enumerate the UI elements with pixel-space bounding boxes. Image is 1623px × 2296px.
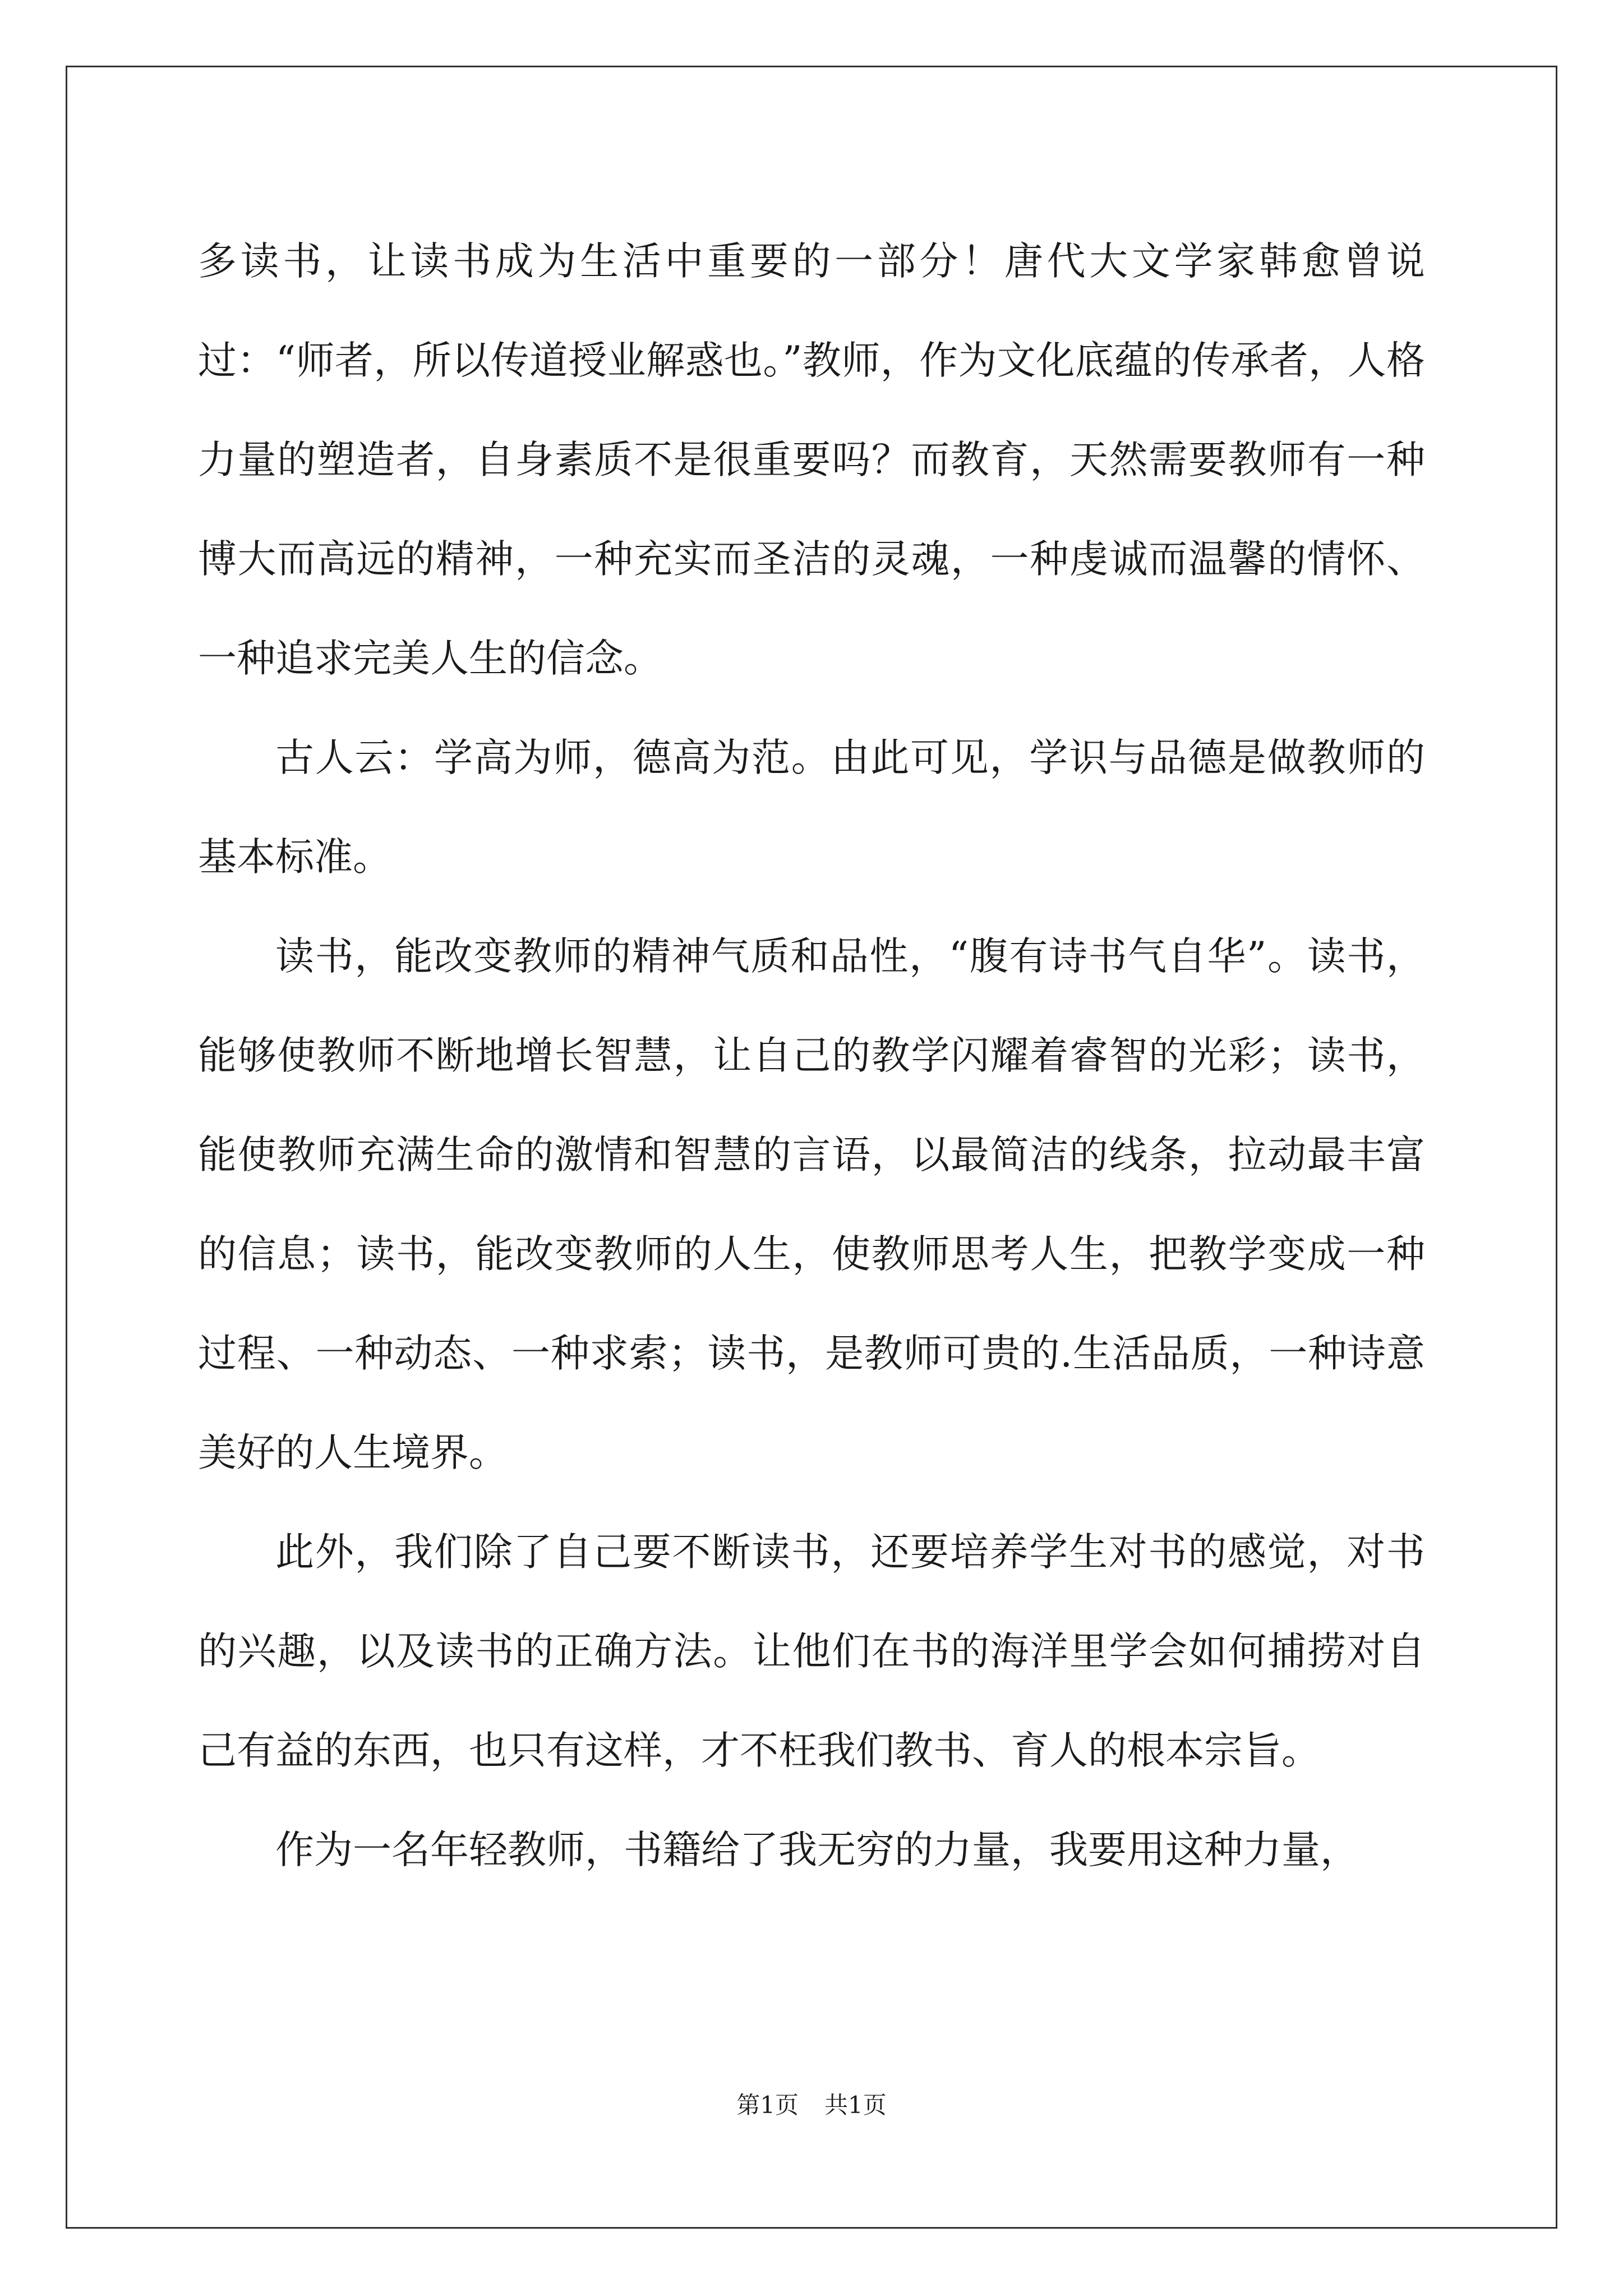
paragraph-3: 读书，能改变教师的精神气质和品性，“腹有诗书气自华”。读书，能够使教师不断地增长智慧，让自己的教学闪耀着睿智的光彩；读书，能使教师充满生命的激情和智慧的言语，以最简洁的线条，拉动最丰富的信息；读书，能改变教师的人生，使教师思考人生，把教学变成一种过程、一种动态、一种求索；读书，是教师可贵的.生活品质，一种诗意美好的人生境界。 xyxy=(198,934,1425,1475)
paragraph-1: 多读书，让读书成为生活中重要的一部分！唐代大文学家韩愈曾说过：“师者，所以传道授业解惑也。”教师，作为文化底蕴的传承者，人格力量的塑造者，自身素质不是很重要吗？而教育，天然需要教师有一种博大而高远的精神，一种充实而圣洁的灵魂，一种虔诚而温馨的情怀、一种追求完美人生的信念。 xyxy=(198,239,1425,681)
page-footer xyxy=(0,2087,1623,2120)
document-body xyxy=(198,212,1425,1900)
page-number: 第1页 xyxy=(736,2091,799,2119)
paragraph-5: 作为一名年轻教师，书籍给了我无穷的力量，我要用这种力量， xyxy=(275,1828,1359,1872)
paragraph-2: 古人云：学高为师，德高为范。由此可见，学识与品德是做教师的基本标准。 xyxy=(198,735,1425,880)
paragraph-4: 此外，我们除了自己要不断读书，还要培养学生对书的感觉，对书的兴趣，以及读书的正确方法。让他们在书的海洋里学会如何捕捞对自己有益的东西，也只有这样，才不枉我们教书、育人的根本宗旨。 xyxy=(198,1530,1425,1773)
page-total: 共1页 xyxy=(824,2091,887,2119)
